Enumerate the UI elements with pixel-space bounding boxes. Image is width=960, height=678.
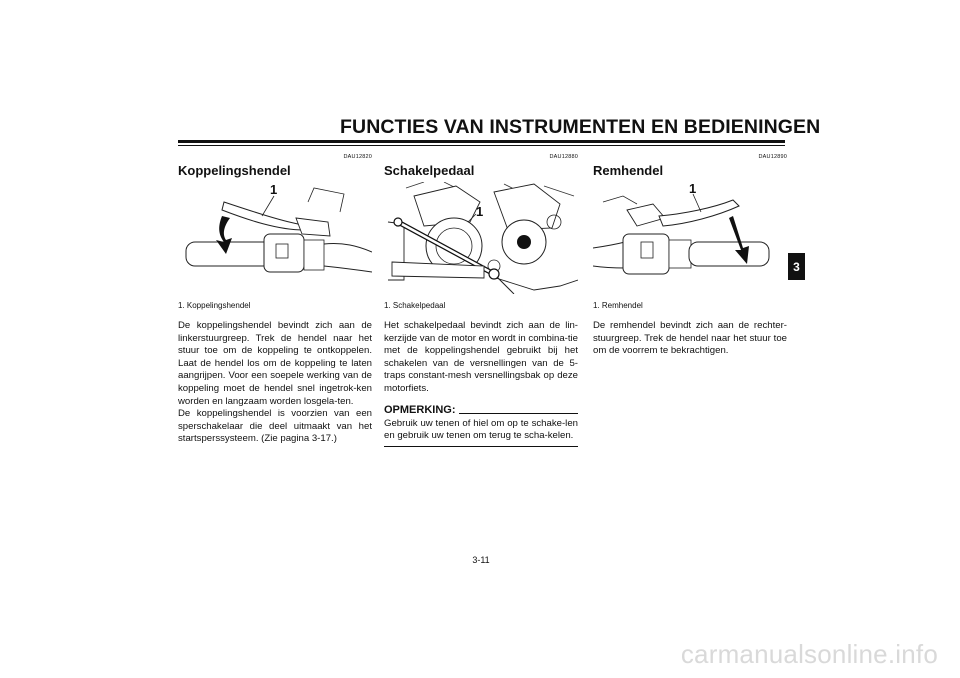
callout-number: 1 xyxy=(476,204,484,219)
note-text: Gebruik uw tenen of hiel om op te schake-len en gebruik uw tenen om terug te scha-kelen. xyxy=(384,417,578,442)
section-code: DAU12880 xyxy=(549,154,578,160)
section-body xyxy=(178,320,372,446)
chapter-tab xyxy=(788,253,805,280)
chapter-tab-number: 3 xyxy=(793,259,800,274)
callout-number: 1 xyxy=(270,182,278,197)
body-paragraph: De koppelingshendel bevindt zich aan de linkerstuurgreep. Trek de hendel naar het stuur toe om de koppeling te ontkoppelen. Laat de hendel los om de koppeling te laten aangrijpen. Voor een soepele werking van de koppeling moet de hendel snel ingetrok-ken worden en langzaam worden losgela-ten. xyxy=(178,320,372,407)
body-paragraph: De remhendel bevindt zich aan de rechter-stuurgreep. Trek de hendel naar het stuur toe om de voorrem te bekrachtigen. xyxy=(593,320,787,357)
note-end-rule xyxy=(384,446,578,447)
note-rule xyxy=(459,413,579,414)
note-header xyxy=(384,404,578,416)
figure-caption: 1. Schakelpedaal xyxy=(384,301,446,310)
header-rule-thin xyxy=(178,145,785,146)
brake-lever-illustration xyxy=(593,182,787,294)
section-body xyxy=(384,320,578,396)
section-heading: Remhendel xyxy=(593,163,664,178)
section-shift-pedal xyxy=(384,154,578,447)
section-brake-lever xyxy=(593,154,787,358)
shift-pedal-illustration xyxy=(384,182,578,294)
clutch-lever-illustration xyxy=(178,182,372,294)
note-title: OPMERKING: xyxy=(384,403,456,416)
section-code: DAU12890 xyxy=(758,154,787,160)
body-paragraph: De koppelingshendel is voorzien van een sperschakelaar die deel uitmaakt van het startsperssysteem. (Zie pagina 3-17.) xyxy=(178,408,372,445)
section-heading: Koppelingshendel xyxy=(178,163,291,178)
section-body xyxy=(593,320,787,358)
header-rule xyxy=(178,140,785,143)
callout-number: 1 xyxy=(689,182,697,196)
section-clutch-lever xyxy=(178,154,372,446)
page-header-title: FUNCTIES VAN INSTRUMENTEN EN BEDIENINGEN xyxy=(340,116,821,138)
page-number: 3-11 xyxy=(472,555,490,565)
figure-caption: 1. Remhendel xyxy=(593,301,643,310)
section-heading: Schakelpedaal xyxy=(384,163,475,178)
watermark: carmanualsonline.info xyxy=(680,639,938,669)
section-code: DAU12820 xyxy=(343,154,372,160)
body-paragraph: Het schakelpedaal bevindt zich aan de lin-kerzijde van de motor en wordt in combina-tie met de koppelingshendel gebruikt bij het schakelen van de versnellingen van de 5-traps constant-mesh versnellingsbak op deze motorfiets. xyxy=(384,320,578,394)
figure-caption: 1. Koppelingshendel xyxy=(178,301,251,310)
